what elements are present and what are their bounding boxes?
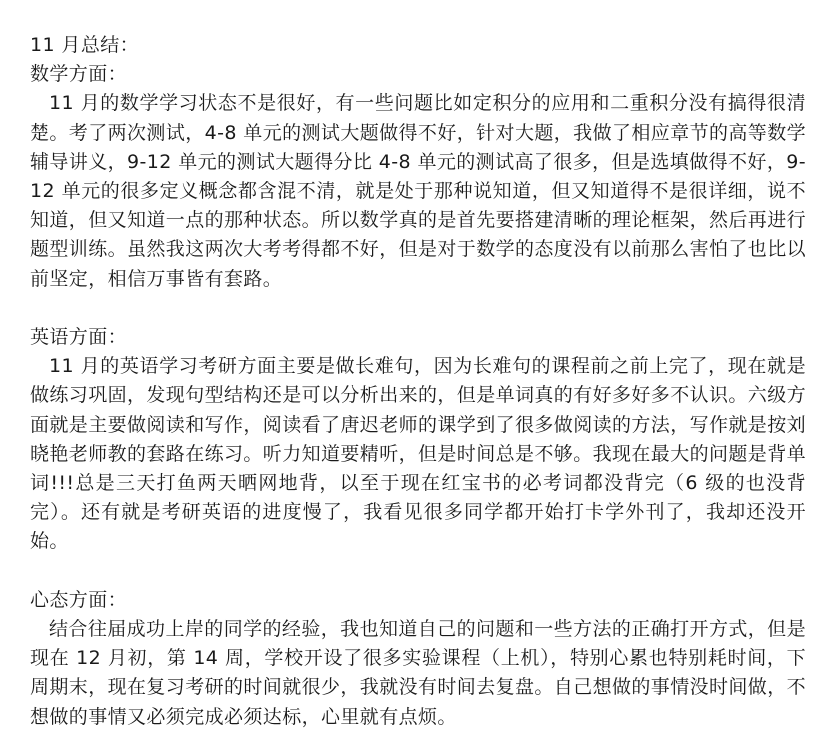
monthly-summary-document — [30, 31, 806, 732]
section-body-math: 11 月的数学学习状态不是很好，有一些问题比如定积分的应用和二重积分没有搞得很清楚。考了两次测试，4-8 单元的测试大题做得不好，针对大题，我做了相应章节的高等数学辅导讲义，9-12 单元的测试大题得分比 4-8 单元的测试高了很多，但是选填做得不好，9-12 单元的很多定义概念都含混不清，就是处于那种说知道，但又知道得不是很详细，说不知道，但又知道一点的那种状态。所以数学真的是首先要搭建清晰的理论框架，然后再进行题型训练。虽然我这两次大考考得都不好，但是对于数学的态度没有以前那么害怕了也比以前坚定，相信万事皆有套路。 — [30, 92, 807, 290]
section-body-english: 11 月的英语学习考研方面主要是做长难句，因为长难句的课程前之前上完了，现在就是做练习巩固，发现句型结构还是可以分析出来的，但是单词真的有好多好多不认识。六级方面就是主要做阅读和写作，阅读看了唐迟老师的课学到了很多做阅读的方法，写作就是按刘晓艳老师教的套路在练习。听力知道要精听，但是时间总是不够。我现在最大的问题是背单词!!!总是三天打鱼两天晒网地背，以至于现在红宝书的必考词都没背完（6 级的也没背完）。还有就是考研英语的进度慢了，我看见很多同学都开始打卡学外刊了，我却还没开始。 — [30, 355, 807, 553]
section-spacer — [30, 557, 806, 586]
document-title: 11 月总结： — [30, 34, 140, 56]
section-heading-english: 英语方面： — [30, 326, 128, 349]
section-body-mindset: 结合往届成功上岸的同学的经验，我也知道自己的问题和一些方法的正确打开方式，但是现在 12 月初，第 14 周，学校开设了很多实验课程（上机），特别心累也特别耗时间，下周期末，现在复习考研的时间就很少，我就没有时间去复盘。自己想做的事情没时间做，不想做的事情又必须完成必须达标，心里就有点烦。 — [30, 618, 807, 728]
section-heading-math: 数学方面： — [30, 63, 128, 86]
section-spacer — [30, 294, 806, 323]
section-heading-mindset: 心态方面： — [30, 588, 128, 611]
